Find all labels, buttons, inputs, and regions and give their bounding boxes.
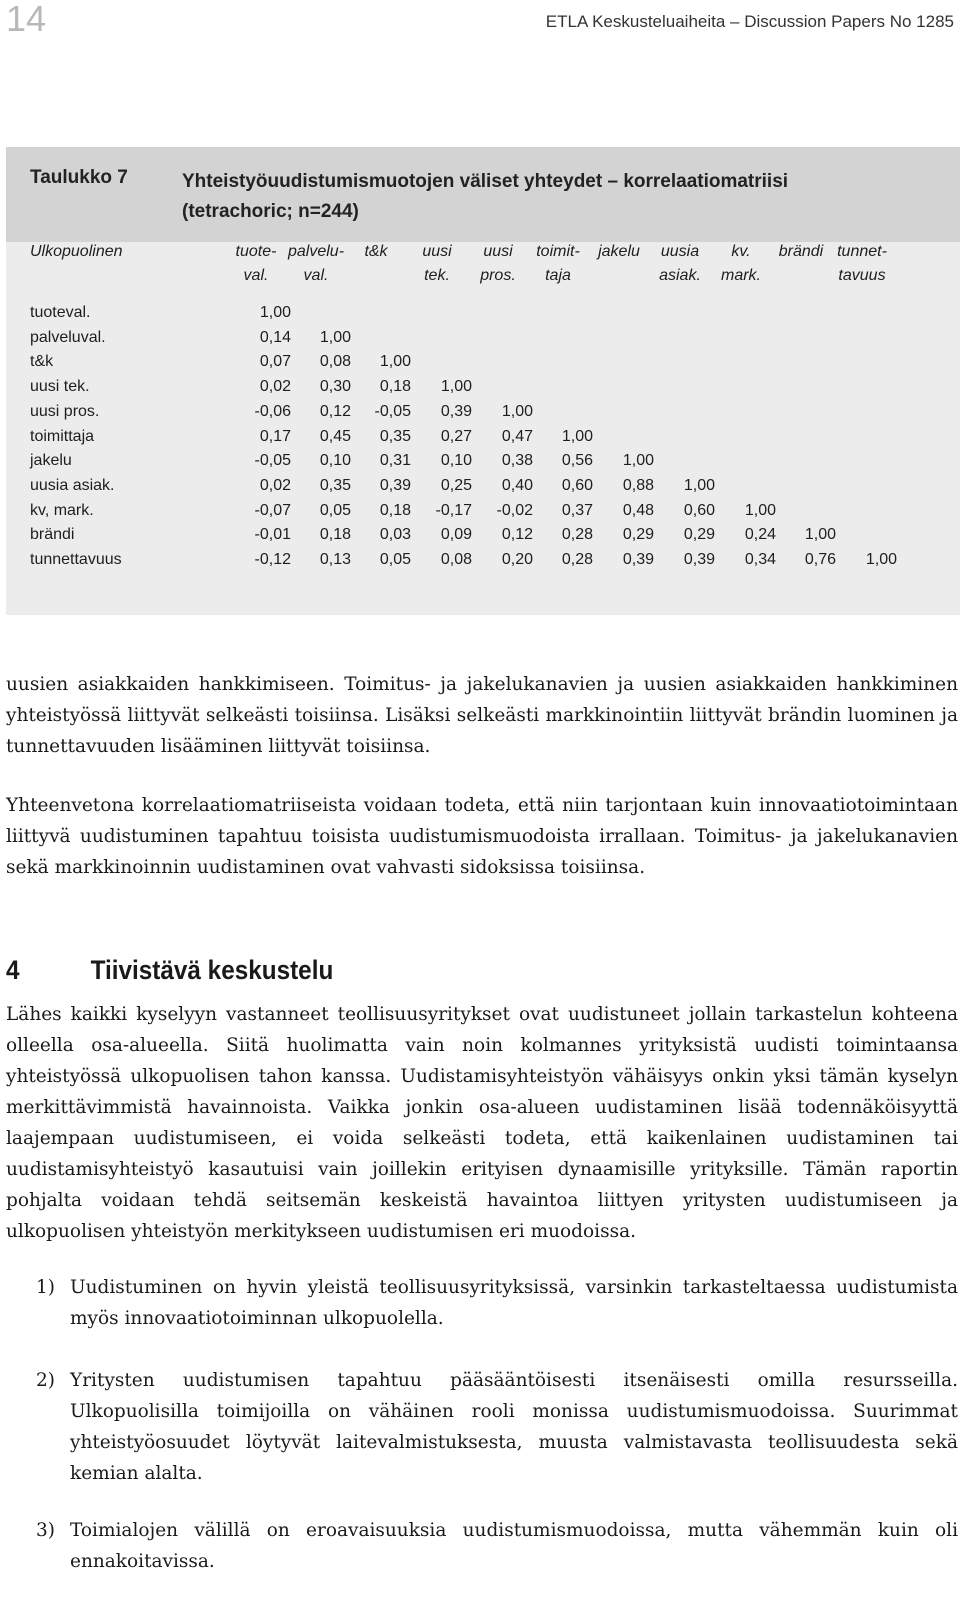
table-cell: 1,00: [561, 427, 593, 445]
table-cell: 0,29: [622, 526, 654, 544]
table-title-bar: [6, 147, 960, 242]
table-cell: -0,07: [254, 501, 291, 519]
section-heading: [6, 955, 333, 986]
table-cell: -0,02: [496, 501, 533, 519]
column-header-line2: taja: [545, 267, 571, 284]
section-title: Tiivistävä keskustelu: [90, 955, 334, 985]
list-marker: 1): [36, 1277, 55, 1298]
table-cell: 1,00: [622, 452, 654, 470]
column-header-line1: uusia: [660, 243, 700, 260]
table-cell: 0,12: [319, 402, 351, 420]
table-cell: 0,10: [319, 452, 351, 470]
table-cell: 1,00: [683, 476, 715, 494]
table-cell: 0,12: [501, 526, 533, 544]
column-header-line1: kv.: [731, 243, 751, 260]
table-cell: 0,18: [379, 501, 411, 519]
table-cell: 0,45: [319, 427, 351, 445]
table-cell: 0,05: [379, 551, 411, 568]
column-header-line1: uusi: [483, 243, 513, 260]
row-label: t&k: [30, 353, 54, 371]
table-cell: 0,05: [319, 501, 351, 519]
column-header-line2: asiak.: [659, 267, 701, 284]
paragraph: uusien asiakkaiden hankkimiseen. Toimitus- ja jakelukanavien ja uusien asiakkaiden hankkiminen yhteistyössä liittyvät selkeästi toisiinsa. Lisäksi selkeästi markkinointiin liittyvät brändin luominen ja tunnettavuuden lisääminen liittyvät toisiinsa.: [6, 674, 958, 757]
column-header-line1: uusi: [422, 243, 452, 260]
row-label: uusi tek.: [30, 378, 90, 396]
table-cell: 0,18: [379, 378, 411, 396]
table-cell: -0,06: [254, 402, 291, 420]
column-header-line2: val.: [243, 267, 269, 284]
table-title-line2: (tetrachoric; n=244): [182, 201, 359, 222]
column-header-line2: tavuus: [838, 267, 886, 284]
table-cell: 0,24: [744, 526, 776, 544]
column-header-line1: jakelu: [598, 243, 640, 260]
table-cell: 0,29: [683, 526, 715, 544]
table-cell: 0,37: [561, 501, 593, 519]
table-cell: 0,39: [622, 551, 654, 568]
table-cell: 0,30: [319, 378, 351, 396]
column-header: [341, 240, 411, 264]
row-label: tunnettavuus: [30, 551, 122, 568]
table-cell: 0,39: [683, 551, 715, 568]
section-number: 4: [6, 955, 20, 985]
section-body: [6, 999, 958, 1247]
column-header-line1: t&k: [364, 243, 388, 260]
column-header-line2: mark.: [721, 267, 761, 284]
column-header-line1: toimit-: [536, 243, 580, 260]
running-header: ETLA Keskusteluaiheita – Discussion Papers No 1285: [545, 12, 954, 31]
table-cell: -0,12: [254, 551, 291, 568]
table-cell: 0,02: [259, 476, 291, 494]
table-cell: 0,28: [561, 526, 593, 544]
table-cell: 0,07: [259, 353, 291, 371]
table-cell: 0,60: [683, 501, 715, 519]
column-header-line2: pros.: [480, 267, 516, 284]
table-title-line1: Yhteistyöuudistumismuotojen väliset yhteydet – korrelaatiomatriisi: [182, 171, 789, 192]
column-header: [523, 240, 593, 288]
table-cell: 0,08: [440, 551, 472, 568]
table-cell: 0,13: [319, 551, 351, 568]
table-cell: 0,18: [319, 526, 351, 544]
table-cell: 0,35: [319, 476, 351, 494]
row-label: brändi: [30, 526, 75, 544]
table-cell: 0,27: [440, 427, 472, 445]
table-cell: -0,05: [254, 452, 291, 470]
table-cell: 0,48: [622, 501, 654, 519]
table-cell: 0,39: [440, 402, 472, 420]
row-label: palveluval.: [30, 328, 106, 346]
row-label: jakelu: [30, 452, 72, 470]
table-cell: 1,00: [501, 402, 533, 420]
list-item: [36, 1272, 958, 1334]
column-header-line1: tuote-: [235, 243, 277, 260]
list-text: Toimialojen välillä on eroavaisuuksia uudistumismuodoissa, mutta vähemmän kuin oli ennakoitavissa.: [70, 1520, 958, 1572]
list-text: Uudistuminen on hyvin yleistä teollisuusyrityksissä, varsinkin tarkasteltaessa uudistumista myös innovaatiotoiminnan ulkopuolella.: [70, 1277, 958, 1329]
column-header-line2: tek.: [424, 267, 450, 284]
table-cell: 1,00: [440, 378, 472, 396]
table-cell: 0,02: [259, 378, 291, 396]
row-label: uusi pros.: [30, 402, 100, 420]
column-header: [827, 240, 897, 288]
table-cell: 0,10: [440, 452, 472, 470]
table-cell: -0,05: [374, 402, 411, 420]
table-cell: 0,35: [379, 427, 411, 445]
row-label: kv, mark.: [30, 501, 94, 519]
paragraph: Lähes kaikki kyselyyn vastanneet teollisuusyritykset ovat uudistuneet jollain tarkastelun kohteena olleella osa-alueella. Siitä huolimatta vain noin kolmannes yrityksistä uudisti toimintaansa yhteistyössä ulkopuolisen tahon kanssa. Uudistamisyhteistyön vähäisyys onkin yksi tämän kyselyn merkittävimmistä havainnoista. Vaikka jonkin osa-alueen uudistaminen lisää todennäköisyyttä laajempaan uudistumiseen, ei voida selkeästi todeta, että kaikenlainen uudistaminen tai uudistamisyhteistyö kasautuisi vain joillekin erityisen dynaamisille yrityksille. Tämän raportin pohjalta voidaan tehdä seitsemän keskeistä havaintoa liittyen yritysten uudistumiseen ja ulkopuolisen yhteistyön merkitykseen uudistumisen eri muodoissa.: [6, 1004, 958, 1242]
table-cell: 0,31: [379, 452, 411, 470]
list-text: Yritysten uudistumisen tapahtuu pääsääntöisesti itsenäisesti omilla resursseilla. Ulkopuolisilla toimijoilla on vähäinen rooli monissa uudistumismuodoissa. Suurimmat yhteistyöosuudet löytyvät laitevalmistuksesta, muusta valmistavasta teollisuudesta sekä kemian alalta.: [70, 1370, 958, 1484]
table-cell: 0,25: [440, 476, 472, 494]
table-cell: 0,08: [319, 353, 351, 371]
table-cell: 0,39: [379, 476, 411, 494]
column-header-line2: val.: [303, 267, 329, 284]
table-cell: 0,14: [259, 328, 291, 346]
table-cell: 1,00: [804, 526, 836, 544]
table-label: Taulukko 7: [30, 167, 128, 188]
table-cell: 0,60: [561, 476, 593, 494]
list-item: [36, 1515, 958, 1577]
page-number: 14: [6, 0, 47, 39]
list-marker: 2): [36, 1370, 55, 1391]
table-cell: 0,40: [501, 476, 533, 494]
table-cell: 0,28: [561, 551, 593, 568]
table-cell: 0,88: [622, 476, 654, 494]
table-cell: 0,20: [501, 551, 533, 568]
table-cell: 0,47: [501, 427, 533, 445]
table-cell: 0,76: [804, 551, 836, 568]
table-cell: 1,00: [744, 501, 776, 519]
row-label: tuoteval.: [30, 304, 91, 321]
row-label: toimittaja: [30, 427, 95, 445]
table-cell: 0,03: [379, 526, 411, 544]
row-label: uusia asiak.: [30, 476, 115, 494]
table-cell: 0,09: [440, 526, 472, 544]
table-cell: 0,38: [501, 452, 533, 470]
table-cell: 0,34: [744, 551, 776, 568]
table-cell: 1,00: [259, 304, 291, 321]
column-header: [402, 240, 472, 288]
table-cell: 1,00: [865, 551, 897, 568]
table-cell: -0,01: [254, 526, 291, 544]
column-header-line1: tunnet-: [837, 243, 887, 260]
column-header: [645, 240, 715, 288]
table-corner-header: Ulkopuolinen: [30, 243, 123, 260]
column-header: [584, 240, 654, 264]
list-item: [36, 1365, 958, 1489]
table-cell: 1,00: [319, 328, 351, 346]
column-header: [766, 240, 836, 264]
table-cell: -0,17: [435, 501, 472, 519]
column-header-line1: palvelu-: [287, 243, 345, 260]
table-title: [182, 167, 788, 227]
paragraph: Yhteenvetona korrelaatiomatriiseista voidaan todeta, että niin tarjontaan kuin innovaatiotoimintaan liittyvä uudistuminen tapahtuu toisista uudistumismuodoista irrallaan. Toimitus- ja jakelukanavien sekä markkinoinnin uudistaminen ovat vahvasti sidoksissa toisiinsa.: [6, 795, 958, 878]
column-header-line1: brändi: [778, 243, 824, 260]
table-cell: 1,00: [379, 353, 411, 371]
body-text-top: [6, 669, 958, 883]
table-cell: 0,17: [259, 427, 291, 445]
table-cell: 0,56: [561, 452, 593, 470]
correlation-table: [6, 147, 960, 615]
list-marker: 3): [36, 1520, 55, 1541]
